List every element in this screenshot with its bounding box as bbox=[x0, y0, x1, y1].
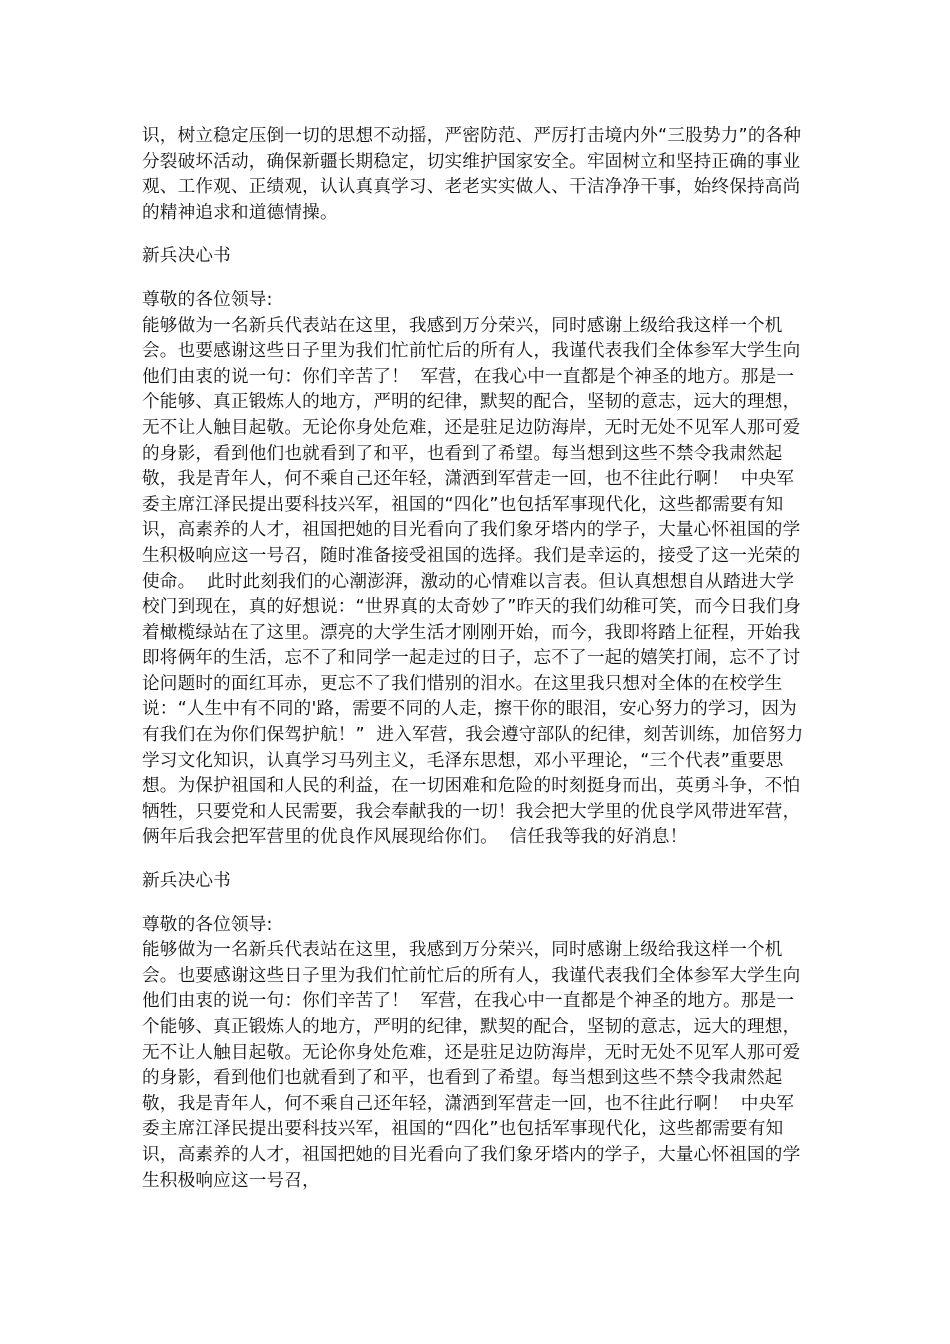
section-salutation: 尊敬的各位领导: bbox=[142, 289, 273, 310]
section-body: 能够做为一名新兵代表站在这里，我感到万分荣兴，同时感谢上级给我这样一个机会。也要感谢这些日子里为我们忙前忙后的所有人，我谨代表我们全体参军大学生向他们由衷的说一句：你们辛苦了！ 军营，在我心中一直都是个神圣的地方。那是一个能够、真正锻炼人的地方，严明的纪律，默契的配合，坚韧的意志，远大的理想，无不让人触目起敬。无论你身处危难，还是驻足边防海岸，无时无处不见军人那可爱的身影，看到他们也就看到了和平，也看到了希望。每当想到这些不禁令我肃然起敬，我是青年人，何不乘自己还年轻，潇洒到军营走一回，也不往此行啊！ 中央军委主席江泽民提出要科技兴军，祖国的“四化”也包括军事现代化，这些都需要有知识，高素养的人才，祖国把她的目光看向了我们象牙塔内的学子，大量心怀祖国的学生积极响应这一号召，随时准备接受祖国的选择。我们是幸运的，接受了这一光荣的使命。 此时此刻我们的心潮澎湃，激动的心情难以言表。但认真想想自从踏进大学校门到现在，真的好想说：“世界真的太奇妙了”昨天的我们幼稚可笑，而今日我们身着橄榄绿站在了这里。漂亮的大学生活才刚刚开始，而今，我即将踏上征程，开始我即将俩年的生活，忘不了和同学一起走过的日子，忘不了一起的嬉笑打闹，忘不了讨论问题时的面红耳赤，更忘不了我们惜别的泪水。在这里我只想对全体的在校学生说：“人生中有不同的'路，需要不同的人走，擦干你的眼泪，安心努力的学习，因为有我们在为你们保驾护航！” 进入军营，我会遵守部队的纪律，刻苦训练，加倍努力学习文化知识，认真学习马列主义，毛泽东思想，邓小平理论，“三个代表”重要思想。为保护祖国和人民的利益，在一切困难和危险的时刻挺身而出，英勇斗争，不怕牺牲，只要党和人民需要，我会奉献我的一切！我会把大学里的优良学风带进军营，俩年后我会把军营里的优良作风展现给你们。 信任我等我的好消息！ bbox=[142, 315, 804, 848]
section-1 bbox=[142, 244, 806, 851]
document-page bbox=[142, 124, 806, 1194]
section-salutation: 尊敬的各位领导: bbox=[142, 914, 273, 935]
section-body: 能够做为一名新兵代表站在这里，我感到万分荣兴，同时感谢上级给我这样一个机会。也要感谢这些日子里为我们忙前忙后的所有人，我谨代表我们全体参军大学生向他们由衷的说一句：你们辛苦了！ 军营，在我心中一直都是个神圣的地方。那是一个能够、真正锻炼人的地方，严明的纪律，默契的配合，坚韧的意志，远大的理想，无不让人触目起敬。无论你身处危难，还是驻足边防海岸，无时无处不见军人那可爱的身影，看到他们也就看到了和平，也看到了希望。每当想到这些不禁令我肃然起敬，我是青年人，何不乘自己还年轻，潇洒到军营走一回，也不往此行啊！ 中央军委主席江泽民提出要科技兴军，祖国的“四化”也包括军事现代化，这些都需要有知识，高素养的人才，祖国把她的目光看向了我们象牙塔内的学子，大量心怀祖国的学生积极响应这一号召， bbox=[142, 940, 801, 1191]
section-2 bbox=[142, 869, 806, 1194]
intro-paragraph: 识，树立稳定压倒一切的思想不动摇，严密防范、严厉打击境内外“三股势力”的各种分裂破坏活动，确保新疆长期稳定，切实维护国家安全。牢固树立和坚持正确的事业观、工作观、正绩观，认认真真学习、老老实实做人、干洁净净干事，始终保持高尚的精神追求和道德情操。 bbox=[142, 126, 802, 223]
section-title: 新兵决心书 bbox=[142, 871, 231, 892]
section-title: 新兵决心书 bbox=[142, 246, 231, 267]
